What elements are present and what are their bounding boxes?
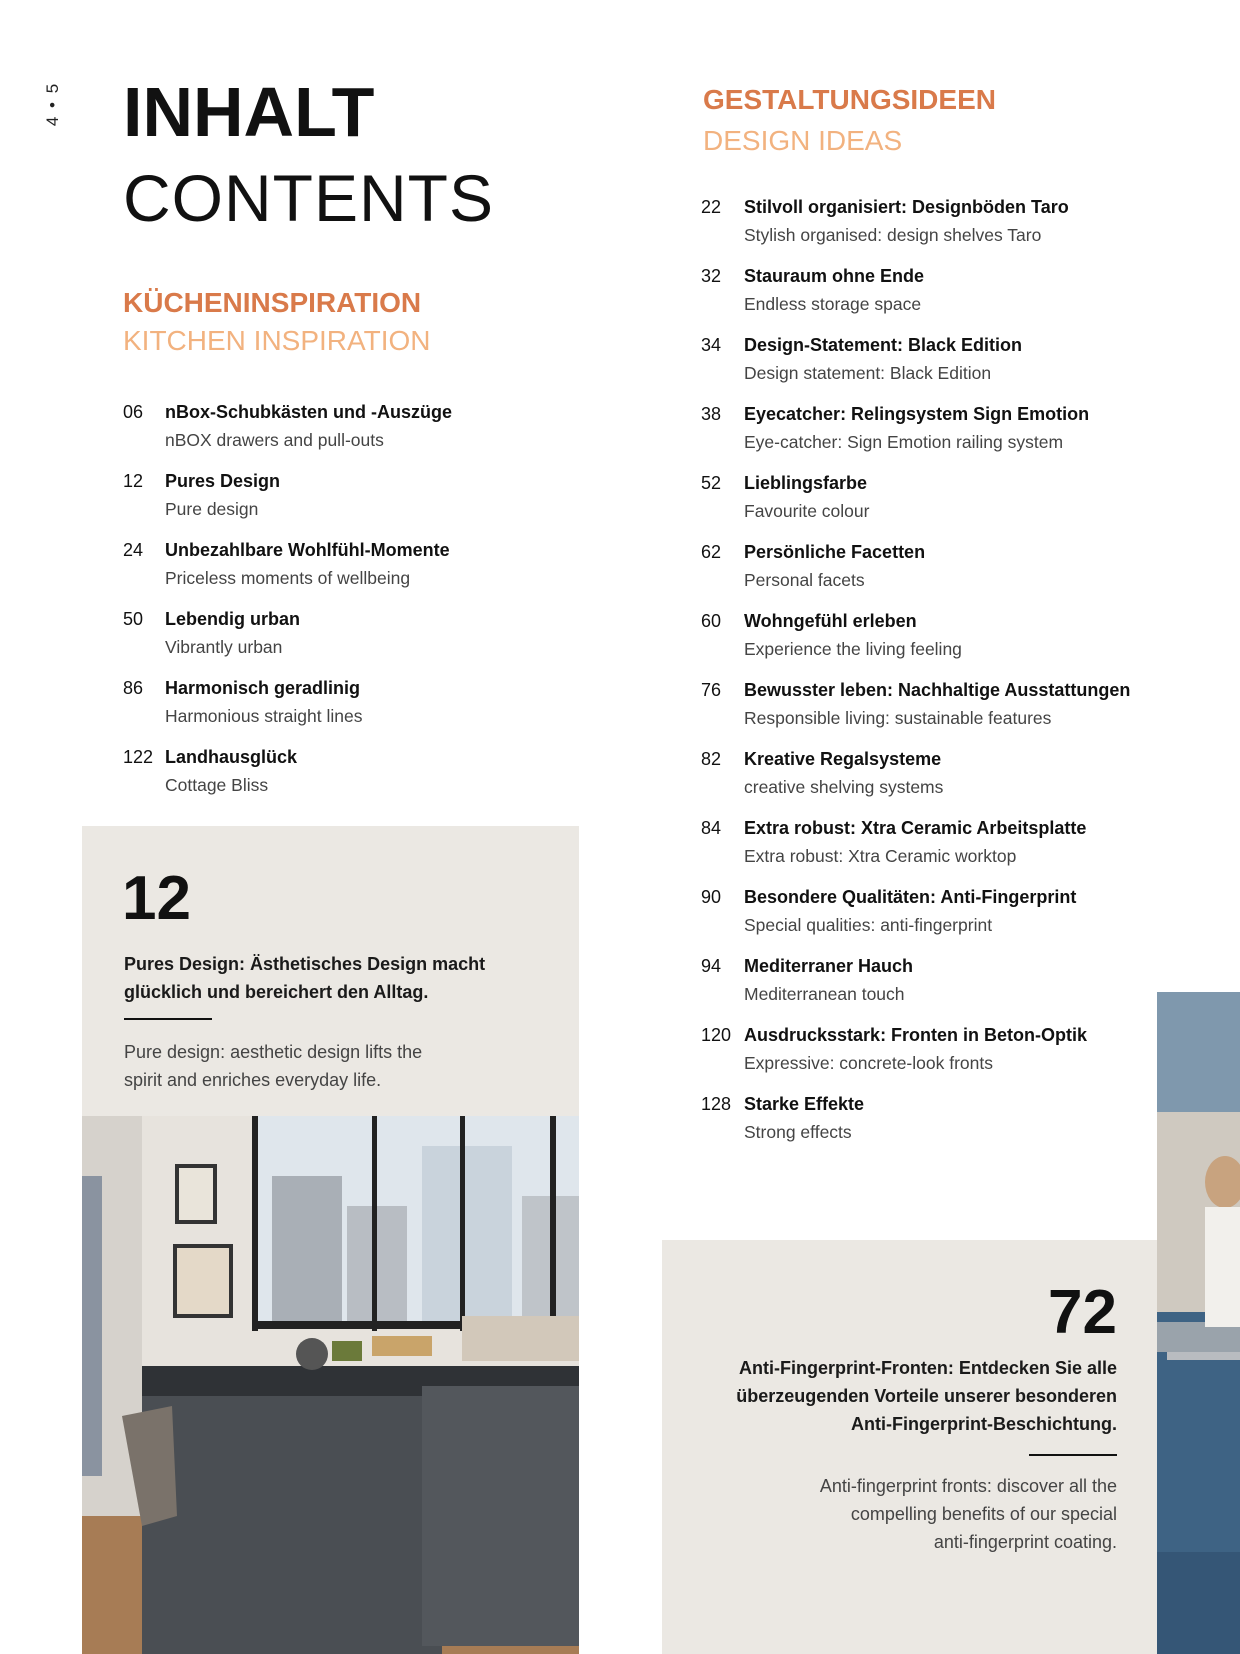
toc-title-en: Endless storage space [744, 294, 922, 314]
toc-title-en: Expressive: concrete-look fronts [744, 1053, 993, 1073]
kitchen-photo-woman [1157, 992, 1240, 1654]
toc-title-de: Starke Effekte [744, 1094, 865, 1114]
toc-title-en: Cottage Bliss [165, 775, 269, 795]
feature-page-number: 12 [122, 864, 191, 933]
toc-entry-text [744, 538, 925, 607]
toc-page-number: 24 [123, 540, 144, 560]
toc-title-de: Stauraum ohne Ende [744, 266, 925, 286]
kitchen-inspiration-list [123, 398, 583, 812]
toc-title-en: Strong effects [744, 1122, 852, 1142]
toc-title-en: Special qualities: anti-fingerprint [744, 915, 993, 935]
toc-page-number: 22 [701, 197, 722, 217]
toc-entry [701, 1090, 1161, 1159]
toc-title-de: Unbezahlbare Wohlfühl-Momente [165, 540, 450, 560]
toc-title-en: Priceless moments of wellbeing [165, 568, 411, 588]
toc-title-en: Design statement: Black Edition [744, 363, 992, 383]
page-title-en: CONTENTS [123, 161, 494, 235]
feature-page-number: 72 [1048, 1278, 1117, 1347]
toc-page-number: 76 [701, 680, 722, 700]
toc-title-en: Mediterranean touch [744, 984, 905, 1004]
kitchen-photo [82, 1116, 579, 1654]
toc-entry-text [744, 607, 962, 676]
toc-page-number: 94 [701, 956, 722, 976]
toc-entry [701, 745, 1161, 814]
toc-entry [701, 469, 1161, 538]
feature-text-en: Anti-fingerprint fronts: discover all the compelling benefits of our special anti-fingerprint coating. [819, 1476, 1117, 1552]
toc-title-de: Wohngefühl erleben [744, 611, 917, 631]
toc-entry [701, 607, 1161, 676]
section-heading-design-de: GESTALTUNGSIDEEN [703, 84, 996, 115]
feature-text-de: Anti-Fingerprint-Fronten: Entdecken Sie alle überzeugenden Vorteile unserer besonderen Anti-Fingerprint-Beschichtung. [736, 1358, 1117, 1434]
toc-page-number: 32 [701, 266, 722, 286]
feature-box-right [662, 1240, 1157, 1654]
toc-title-de: Harmonisch geradlinig [165, 678, 361, 698]
toc-title-en: Favourite colour [744, 501, 870, 521]
toc-entry [123, 674, 583, 743]
toc-title-de: Mediterraner Hauch [744, 956, 914, 976]
toc-title-de: Bewusster leben: Nachhaltige Ausstattungen [744, 680, 1131, 700]
toc-entry [123, 398, 583, 467]
toc-entry-text [165, 674, 362, 743]
toc-entry [701, 400, 1161, 469]
toc-title-en: Eye-catcher: Sign Emotion railing system [744, 432, 1064, 452]
divider [1029, 1454, 1117, 1456]
toc-entry-text [744, 1021, 1087, 1090]
toc-entry-text [744, 331, 1022, 400]
toc-entry [701, 883, 1161, 952]
toc-title-de: Design-Statement: Black Edition [744, 335, 1023, 355]
toc-entry [701, 676, 1161, 745]
toc-page-number: 82 [701, 749, 722, 769]
toc-title-de: Ausdrucksstark: Fronten in Beton-Optik [744, 1025, 1088, 1045]
toc-page-number: 86 [123, 678, 144, 698]
toc-entry [701, 814, 1161, 883]
toc-page-number: 90 [701, 887, 722, 907]
toc-title-en: Pure design [165, 499, 259, 519]
toc-page-number: 60 [701, 611, 722, 631]
toc-entry-text [744, 1090, 864, 1159]
toc-entry-text [165, 398, 452, 467]
toc-entry-text [165, 743, 297, 812]
section-heading-kitchen-en: KITCHEN INSPIRATION [123, 325, 431, 356]
toc-title-de: Landhausglück [165, 747, 298, 767]
toc-title-en: Extra robust: Xtra Ceramic worktop [744, 846, 1017, 866]
design-ideas-list [701, 193, 1161, 1159]
toc-entry [123, 743, 583, 812]
toc-entry [701, 193, 1161, 262]
toc-entry [123, 536, 583, 605]
toc-title-de: Lieblingsfarbe [744, 473, 868, 493]
toc-page-number: 34 [701, 335, 722, 355]
toc-entry [701, 1021, 1161, 1090]
toc-title-de: Lebendig urban [165, 609, 300, 629]
toc-entry-text [744, 193, 1069, 262]
toc-entry [701, 952, 1161, 1021]
toc-entry [701, 262, 1161, 331]
toc-page-number: 12 [123, 471, 144, 491]
toc-entry-text [744, 814, 1086, 883]
toc-entry-text [165, 467, 280, 536]
toc-entry-text [744, 883, 1076, 952]
toc-entry-text [165, 536, 450, 605]
toc-page-number: 128 [701, 1094, 732, 1114]
toc-entry [123, 605, 583, 674]
toc-page-number: 62 [701, 542, 722, 562]
toc-entry-text [744, 952, 913, 1021]
section-heading-design-en: DESIGN IDEAS [703, 125, 903, 156]
page-title-de: INHALT [123, 73, 375, 151]
toc-title-de: Extra robust: Xtra Ceramic Arbeitsplatte [744, 818, 1087, 838]
toc-entry-text [744, 400, 1089, 469]
toc-entry-text [744, 469, 869, 538]
toc-entry-text [744, 262, 924, 331]
toc-title-de: Eyecatcher: Relingsystem Sign Emotion [744, 404, 1090, 424]
toc-title-en: Responsible living: sustainable features [744, 708, 1052, 728]
toc-title-de: Besondere Qualitäten: Anti-Fingerprint [744, 887, 1077, 907]
toc-page-number: 52 [701, 473, 722, 493]
toc-title-de: Pures Design [165, 471, 281, 491]
toc-title-de: Stilvoll organisiert: Designböden Taro [744, 197, 1069, 217]
toc-page-number: 38 [701, 404, 722, 424]
toc-title-de: nBox-Schubkästen und -Auszüge [165, 402, 453, 422]
toc-entry [701, 331, 1161, 400]
feature-box-left [82, 826, 579, 1116]
toc-title-de: Kreative Regalsysteme [744, 749, 942, 769]
toc-title-en: Personal facets [744, 570, 865, 590]
toc-title-en: Experience the living feeling [744, 639, 962, 659]
toc-title-en: creative shelving systems [744, 777, 944, 797]
toc-page-number: 50 [123, 609, 144, 629]
page-number: 4 • 5 [43, 81, 62, 127]
toc-entry [701, 538, 1161, 607]
divider [124, 1018, 212, 1020]
toc-title-en: nBOX drawers and pull-outs [165, 430, 384, 450]
toc-page-number: 120 [701, 1025, 732, 1045]
toc-entry-text [744, 676, 1130, 745]
toc-page-number: 84 [701, 818, 722, 838]
toc-entry-text [165, 605, 300, 674]
toc-title-en: Harmonious straight lines [165, 706, 363, 726]
toc-page-number: 06 [123, 402, 144, 422]
section-heading-kitchen-de: KÜCHENINSPIRATION [123, 287, 422, 318]
toc-entry-text [744, 745, 943, 814]
toc-title-en: Vibrantly urban [165, 637, 283, 657]
feature-text-de: Pures Design: Ästhetisches Design macht glücklich und bereichert den Alltag. [124, 954, 486, 1002]
feature-text-en: Pure design: aesthetic design lifts the spirit and enriches everyday life. [124, 1042, 423, 1090]
toc-entry [123, 467, 583, 536]
toc-title-de: Persönliche Facetten [744, 542, 926, 562]
toc-page-number: 122 [123, 747, 154, 767]
toc-title-en: Stylish organised: design shelves Taro [744, 225, 1042, 245]
